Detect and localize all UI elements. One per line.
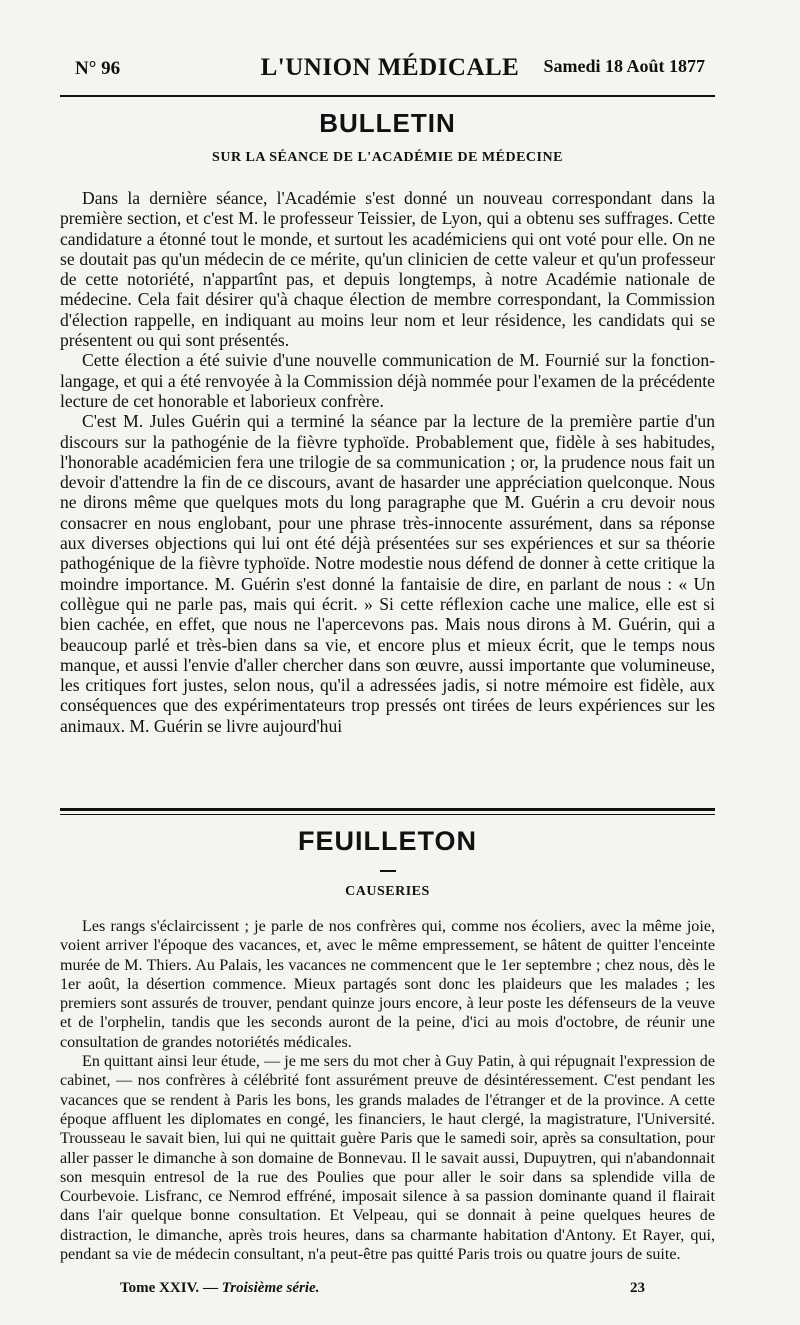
journal-title: L'UNION MÉDICALE <box>260 54 520 81</box>
issue-number: N° 96 <box>75 58 121 79</box>
page-number: 23 <box>630 1280 645 1296</box>
series-label: Troisième série. <box>221 1280 320 1296</box>
page-header <box>75 52 705 92</box>
bulletin-title: BULLETIN <box>319 108 456 138</box>
feuilleton-subtitle: CAUSERIES <box>345 884 430 899</box>
header-rule <box>60 95 715 97</box>
feuilleton-title: FEUILLETON <box>297 826 477 856</box>
volume-label: Tome XXIV. <box>120 1280 200 1296</box>
feuilleton-body <box>60 917 715 1264</box>
feuilleton-divider-thin <box>60 814 715 815</box>
issue-date: Samedi 18 Août 1877 <box>543 56 705 76</box>
page-footer <box>60 1280 715 1302</box>
feuilleton-paragraph: En quittant ainsi leur étude, — je me sers du mot cher à Guy Patin, à qui répugnait l'expression de cabinet, — nos confrères à célébrité font assurément preuve de désintéressement. C'est pendant les vacances que se rendent à Paris les bons, les grands malades de l'étranger et de la province. A cette époque affluent les diplomates en congé, les financiers, le haut clergé, la magistrature, l'Université. Trousseau le savait bien, lui qui ne quittait guère Paris que le samedi soir, après sa consultation, pour aller passer le dimanche à son domaine de Bonnevau. Il le savait aussi, Dupuytren, qui n'abandonnait son mesquin entresol de la rue des Poulies que pour aller le soir dans sa splendide villa de Courbevoie. Lisfranc, ce Nemrod effréné, imposait silence à sa passion dominante quand il flairait dans l'air quelque bonne consultation. Et Velpeau, qui se donnait à peine quelques heures de distraction, le dimanche, après trois heures, dans sa charmante habitation d'Antony. Et Rayer, qui, pendant sa vie de médecin consultant, n'a peut-être pas quitté Paris trois ou quatre jours de suite. <box>60 1053 715 1264</box>
bulletin-paragraph: Dans la dernière séance, l'Académie s'est donné un nouveau correspondant dans la première section, et c'est M. le professeur Teissier, de Lyon, qui a obtenu ses suffrages. Cette candidature a étonné tout le monde, et surtout les académiciens qui ont voté pour elle. On ne se doutait pas qu'un médecin de ce mérite, qu'un clinicien de cette valeur et qu'un professeur de cette notoriété, n'appartînt pas, et depuis longtemps, à notre Académie nationale de médecine. Cela fait désirer qu'à chaque élection de membre correspondant, la Commission d'élection rappelle, en indiquant au moins leur nom et leur résidence, les candidats qui se présentent ou qui sont présentés. <box>60 188 715 351</box>
feuilleton-short-rule <box>380 870 396 872</box>
bulletin-paragraph: C'est M. Jules Guérin qui a terminé la séance par la lecture de la première partie d'un discours sur la pathogénie de la fièvre typhoïde. Probablement que, fidèle à ses habitudes, l'honorable académicien fera une trilogie de sa communication ; or, la prudence nous fait un devoir d'attendre la fin de ce discours, avant de hasarder une appréciation quelconque. Nous ne dirons même que quelques mots du long paragraphe que M. Guérin a cru devoir nous consacrer en nous englobant, pour une phrase très-innocente assurément, dans sa réponse aux diverses objections qui lui ont été déjà présentées sur ses expériences et sur sa théorie pathogénique de la fièvre typhoïde. Notre modestie nous défend de donner à cette critique la moindre importance. M. Guérin s'est donné la fantaisie de dire, en parlant de nous : « Un collègue qui ne parle pas, mais qui écrit. » Si cette réflexion cache une malice, elle est si bien cachée, en effet, que nous ne l'apercevons pas. Mais nous dirons à M. Guérin, qui a beaucoup parlé et très-bien dans sa vie, et encore plus et mieux écrit, que le temps nous manque, et aussi l'envie d'aller chercher dans son œuvre, aussi importante que volumineuse, les critiques fort justes, selon nous, qu'il a adressées jadis, si notre mémoire est fidèle, aux conséquences que des expérimentateurs trop pressés ont tirées de leurs expériences sur les animaux. M. Guérin se livre aujourd'hui <box>60 411 715 736</box>
bulletin-body <box>60 188 715 736</box>
footer-separator: — <box>202 1280 218 1296</box>
bulletin-subtitle: SUR LA SÉANCE DE L'ACADÉMIE DE MÉDECINE <box>212 150 563 165</box>
bulletin-paragraph: Cette élection a été suivie d'une nouvelle communication de M. Fournié sur la fonction-langage, et qui a été renvoyée à la Commission déjà nommée pour l'examen de la précédente lecture de cet honorable et laborieux confrère. <box>60 350 715 411</box>
volume-info <box>120 1280 319 1297</box>
feuilleton-divider-thick <box>60 808 715 811</box>
feuilleton-paragraph: Les rangs s'éclaircissent ; je parle de nos confrères qui, comme nos écoliers, avec la même joie, voient arriver l'époque des vacances, et, avec le même empressement, se hâtent de quitter l'enceinte murée de M. Thiers. Au Palais, les vacances ne commencent que le 1er septembre ; chez nous, dès le 1er août, la désertion commence. Mieux partagés sont donc les plaideurs que les malades ; les premiers sont assurés de trouver, pendant quinze jours encore, à leur poste les défenseurs de la veuve et de l'orphelin, tandis que les seconds auront de la peine, d'ici au mois d'octobre, de réunir une consultation de grandes notoriétés médicales. <box>60 918 715 1051</box>
